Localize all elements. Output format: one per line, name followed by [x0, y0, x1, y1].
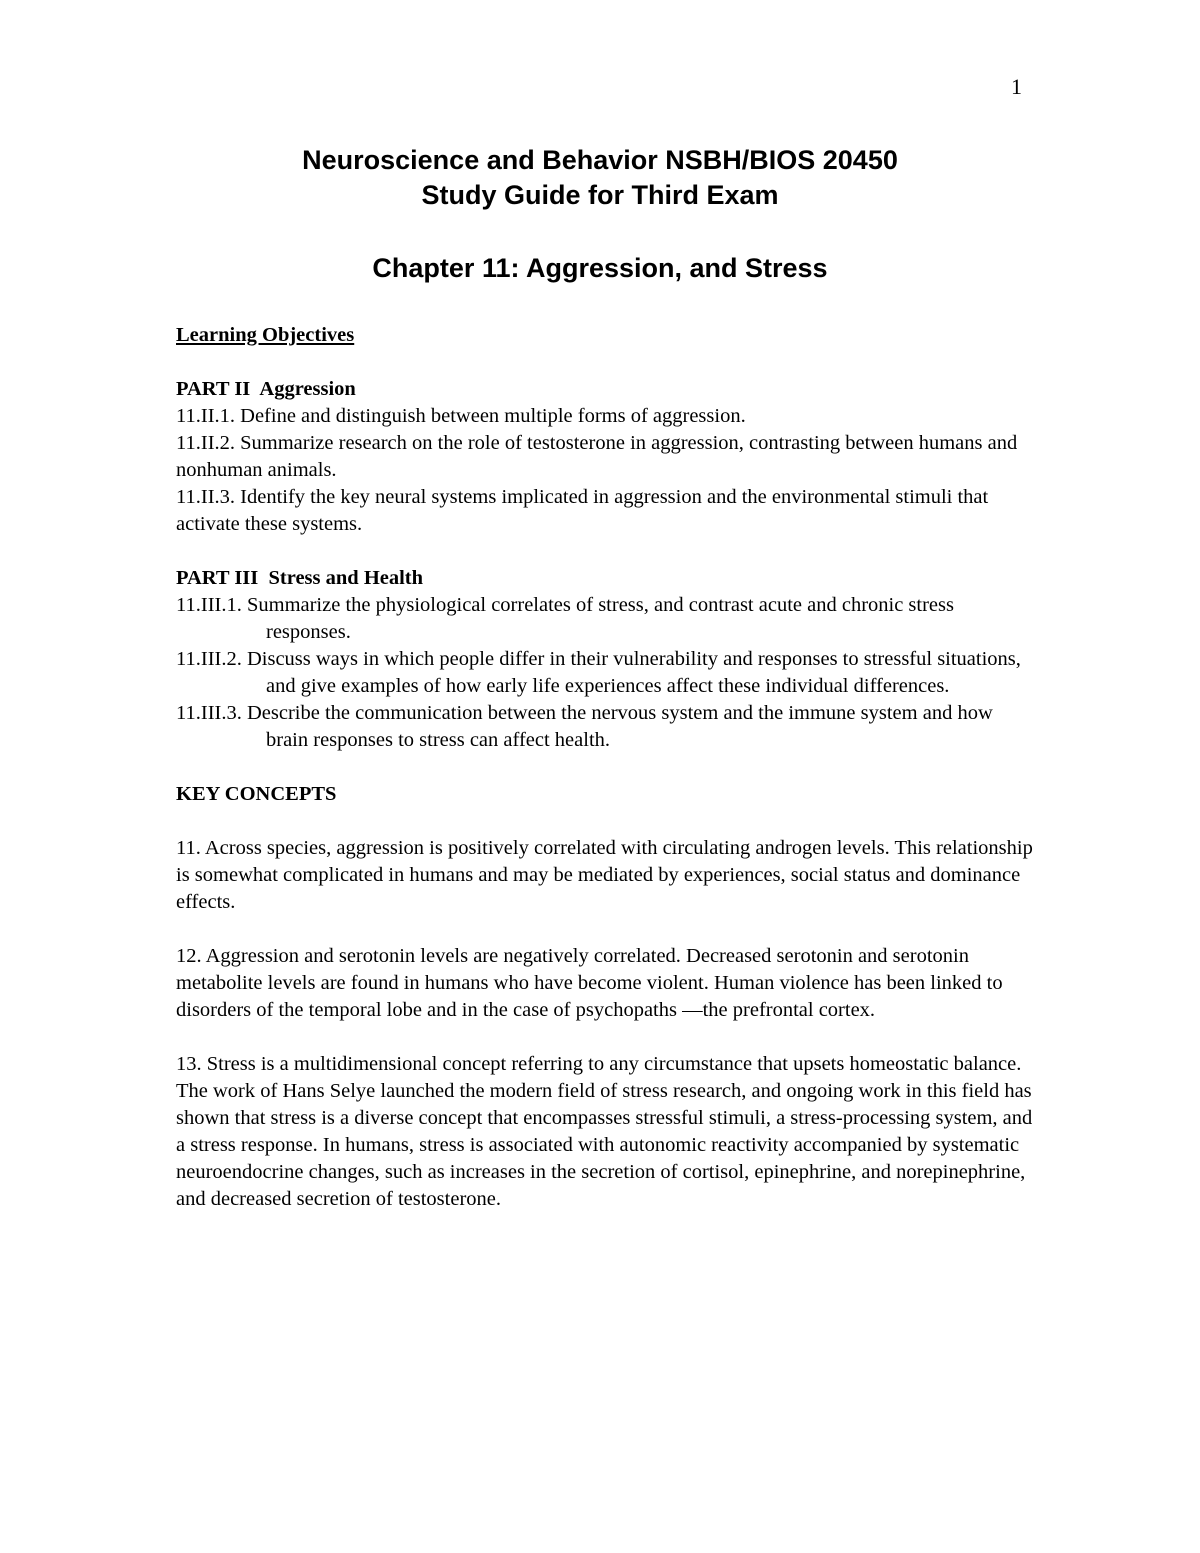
objective-11-iii-3: 11.III.3. Describe the communication between the nervous system and the immune system and how brain responses to stress can affect health. — [176, 702, 993, 751]
learning-objectives-label — [176, 322, 1036, 349]
part-iii-section — [176, 565, 1036, 754]
key-concept-11: 11. Across species, aggression is positively correlated with circulating androgen levels. This relationship is somewhat complicated in humans and may be mediated by experiences, social status and dominance effects. — [176, 837, 1033, 913]
objective-11-ii-2: 11.II.2. Summarize research on the role of testosterone in aggression, contrasting between humans and nonhuman animals. — [176, 432, 1018, 481]
objective-11-ii-3: 11.II.3. Identify the key neural systems implicated in aggression and the environmental stimuli that activate these systems. — [176, 486, 989, 535]
part-ii-section — [176, 376, 1036, 538]
guide-title: Study Guide for Third Exam — [421, 180, 779, 210]
document-body — [176, 322, 1036, 1213]
key-concept-12: 12. Aggression and serotonin levels are negatively correlated. Decreased serotonin and serotonin metabolite levels are found in humans who have become violent. Human violence has been linked to disorders of the temporal lobe and in the case of psychopaths —the prefrontal cortex. — [176, 945, 1003, 1021]
page-number: 1 — [1011, 74, 1022, 99]
part-iii-heading: PART III Stress and Health — [176, 567, 424, 589]
part-ii-heading: PART II Aggression — [176, 378, 356, 400]
key-concepts-section — [176, 781, 1036, 1213]
key-concept-13: 13. Stress is a multidimensional concept referring to any circumstance that upsets homeostatic balance. The work of Hans Selye launched the modern field of stress research, and ongoing work in this field has shown that stress is a diverse concept that encompasses stressful stimuli, a stress-processing system, and a stress response. In humans, stress is associated with autonomic reactivity accompanied by systematic neuroendocrine changes, such as increases in the secretion of cortisol, epinephrine, and norepinephrine, and decreased secretion of testosterone. — [176, 1053, 1033, 1210]
document-header — [0, 143, 1200, 286]
key-concepts-heading: KEY CONCEPTS — [176, 783, 337, 805]
learning-objectives-label-text: Learning Objectives — [176, 324, 355, 346]
course-title: Neuroscience and Behavior NSBH/BIOS 20450 — [302, 145, 898, 175]
objective-11-iii-1: 11.III.1. Summarize the physiological correlates of stress, and contrast acute and chronic stress responses. — [176, 594, 954, 643]
objective-11-ii-1: 11.II.1. Define and distinguish between multiple forms of aggression. — [176, 405, 746, 427]
chapter-title: Chapter 11: Aggression, and Stress — [372, 253, 828, 283]
objective-11-iii-2: 11.III.2. Discuss ways in which people differ in their vulnerability and responses to stressful situations, and give examples of how early life experiences affect these individual differences. — [176, 648, 1021, 697]
